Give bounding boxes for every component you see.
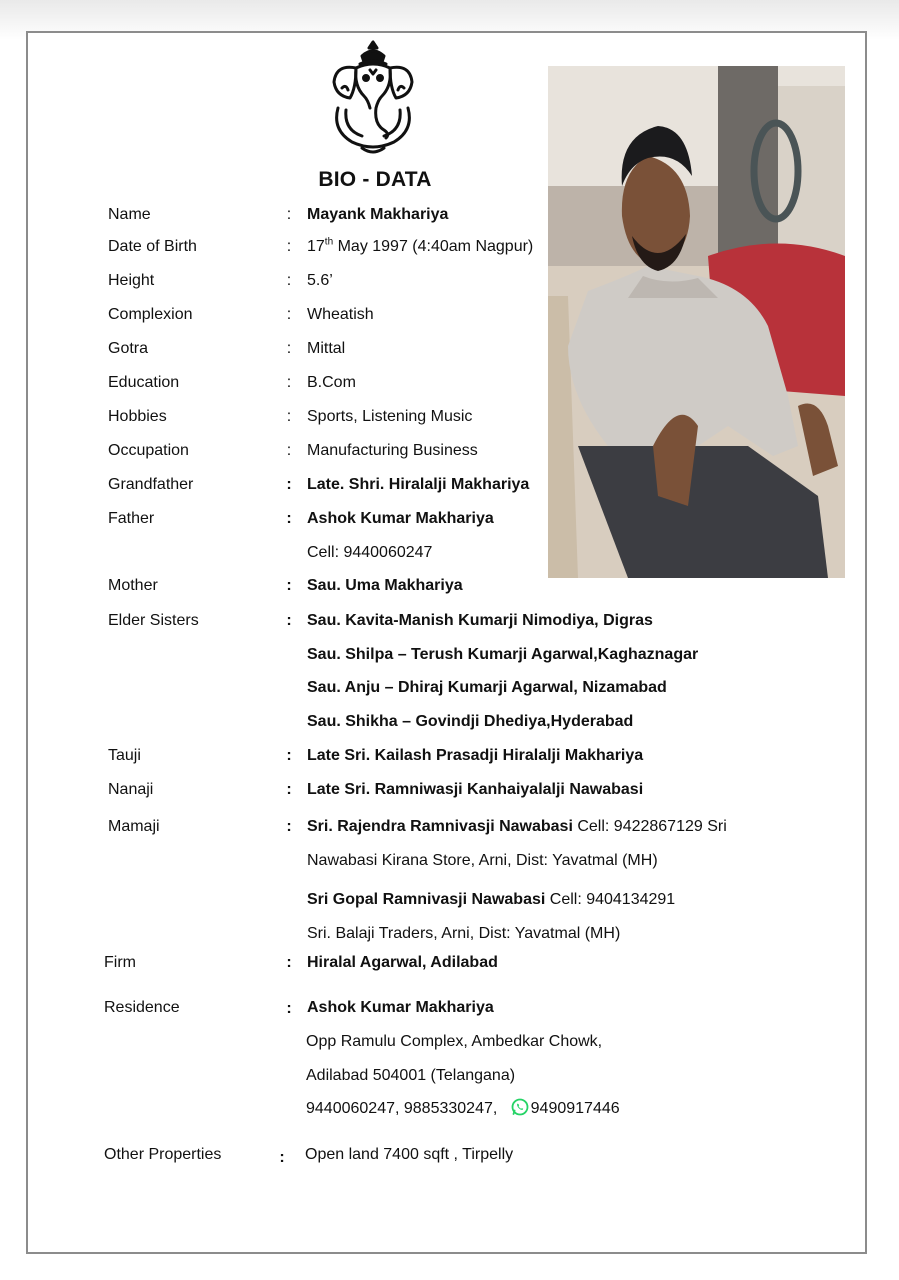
other-properties-label: Other Properties (104, 1146, 222, 1163)
mamaji-2 (307, 890, 675, 910)
occupation-label: Occupation (108, 442, 189, 459)
residence-phones (306, 1098, 620, 1122)
dob-suffix: th (324, 236, 334, 248)
height-label: Height (108, 272, 155, 289)
education-label: Education (108, 374, 180, 391)
nanaji-value: Late Sri. Ramniwasji Kanhaiyalalji Nawabasi (307, 781, 644, 798)
residence-phone-numbers: 9440060247, 9885330247, (306, 1100, 498, 1117)
whatsapp-icon (511, 1098, 529, 1122)
nanaji-label: Nanaji (108, 781, 154, 798)
colon: : (286, 374, 292, 391)
tauji-label: Tauji (108, 747, 141, 764)
elder-sister-2: Sau. Shilpa – Terush Kumarji Agarwal,Kaghaznagar (307, 646, 699, 663)
occupation-value: Manufacturing Business (307, 442, 478, 459)
residence-address-line1: Opp Ramulu Complex, Ambedkar Chowk, (306, 1033, 603, 1050)
residence-address-line2: Adilabad 504001 (Telangana) (306, 1067, 516, 1084)
firm-label: Firm (104, 954, 136, 971)
colon: : (286, 476, 292, 493)
colon: : (286, 577, 292, 594)
colon: : (286, 340, 292, 357)
gotra-value: Mittal (307, 340, 346, 357)
profile-photo (548, 66, 845, 578)
mamaji-1-name: Sri. Rajendra Ramnivasji Nawabasi (307, 818, 573, 835)
mamaji-2-cell: Cell: 9404134291 (545, 891, 676, 908)
mother-label: Mother (108, 577, 158, 594)
hobbies-value: Sports, Listening Music (307, 408, 473, 425)
colon: : (286, 612, 292, 629)
other-properties-value: Open land 7400 sqft , Tirpelly (305, 1146, 514, 1163)
elder-sister-1: Sau. Kavita-Manish Kumarji Nimodiya, Digras (307, 612, 653, 629)
mother-value: Sau. Uma Makhariya (307, 577, 463, 594)
father-label: Father (108, 510, 155, 527)
colon: : (286, 1000, 292, 1017)
gotra-label: Gotra (108, 340, 149, 357)
colon: : (286, 781, 292, 798)
colon: : (286, 954, 292, 971)
page-title: BIO - DATA (318, 168, 432, 191)
elder-sister-4: Sau. Shikha – Govindji Dhediya,Hyderabad (307, 713, 634, 730)
dob-rest: May 1997 (4:40am Nagpur) (333, 238, 534, 255)
firm-value: Hiralal Agarwal, Adilabad (307, 954, 498, 971)
mamaji-1-cell: Cell: 9422867129 Sri (572, 818, 727, 835)
mamaji-label: Mamaji (108, 818, 160, 835)
mamaji-1 (307, 817, 727, 837)
dob-label: Date of Birth (108, 238, 197, 255)
grandfather-label: Grandfather (108, 476, 194, 493)
name-value: Mayank Makhariya (307, 206, 449, 223)
elder-sister-3: Sau. Anju – Dhiraj Kumarji Agarwal, Nizamabad (307, 679, 667, 696)
colon: : (286, 272, 292, 289)
grandfather-value: Late. Shri. Hiralalji Makhariya (307, 476, 530, 493)
father-cell: Cell: 9440060247 (307, 544, 433, 561)
dob-value (307, 237, 533, 257)
height-value: 5.6’ (307, 272, 333, 289)
colon: : (286, 238, 292, 255)
hobbies-label: Hobbies (108, 408, 167, 425)
colon: : (286, 442, 292, 459)
residence-whatsapp-number: 9490917446 (530, 1100, 620, 1117)
colon: : (286, 306, 292, 323)
mamaji-2-address: Sri. Balaji Traders, Arni, Dist: Yavatmal (MH) (307, 925, 621, 942)
name-label: Name (108, 206, 151, 223)
complexion-label: Complexion (108, 306, 193, 323)
colon: : (286, 206, 292, 223)
mamaji-2-name: Sri Gopal Ramnivasji Nawabasi (307, 891, 546, 908)
residence-label: Residence (104, 999, 180, 1016)
education-value: B.Com (307, 374, 356, 391)
father-value: Ashok Kumar Makhariya (307, 510, 494, 527)
colon: : (286, 510, 292, 527)
mamaji-1-address: Nawabasi Kirana Store, Arni, Dist: Yavatmal (MH) (307, 852, 658, 869)
colon: : (279, 1149, 285, 1166)
colon: : (286, 747, 292, 764)
residence-name: Ashok Kumar Makhariya (307, 999, 494, 1016)
colon: : (286, 408, 292, 425)
ganesha-icon (326, 38, 420, 158)
dob-day: 17 (307, 238, 325, 255)
tauji-value: Late Sri. Kailash Prasadji Hiralalji Makhariya (307, 747, 644, 764)
elder-sisters-label: Elder Sisters (108, 612, 199, 629)
complexion-value: Wheatish (307, 306, 374, 323)
colon: : (286, 818, 292, 835)
